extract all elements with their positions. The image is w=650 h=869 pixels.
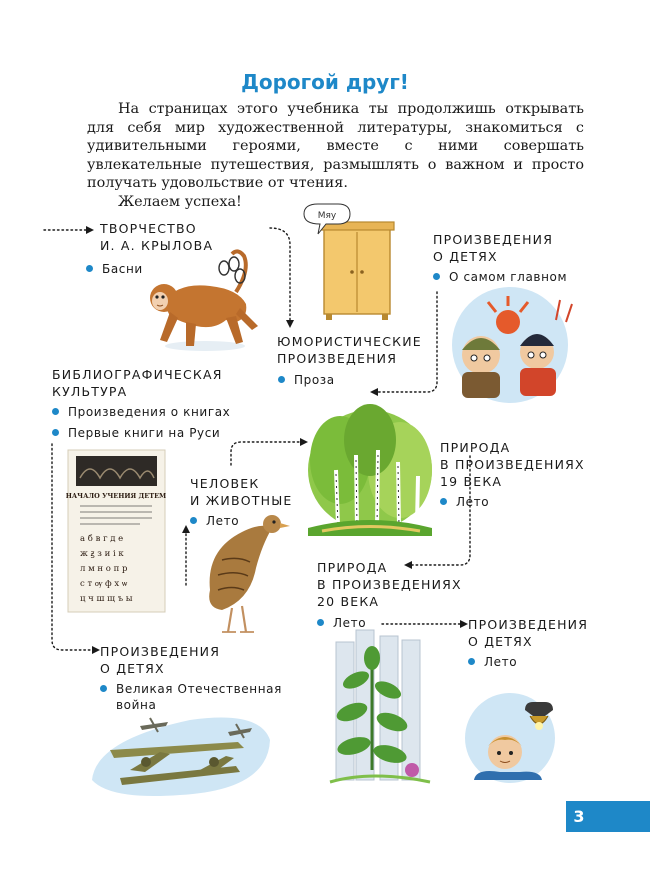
boy-lamp-illustration xyxy=(465,693,555,783)
bullet-icon xyxy=(440,498,447,505)
birch-trees-illustration xyxy=(308,404,432,536)
nettle-illustration xyxy=(330,630,430,782)
section-children-war-item-cont: война xyxy=(116,698,157,712)
section-nature20-item: Лето xyxy=(317,615,366,631)
section-animals-title-1: ЧЕЛОВЕК xyxy=(190,476,260,491)
section-nature19-title-2: В ПРОИЗВЕДЕНИЯХ xyxy=(440,457,585,472)
section-humor-title-2: ПРОИЗВЕДЕНИЯ xyxy=(277,351,398,366)
section-nature19-title-1: ПРИРОДА xyxy=(440,440,511,455)
section-children-summer-item: Лето xyxy=(468,654,517,670)
section-biblio-item-1: Произведения о книгах xyxy=(52,404,230,420)
bullet-icon xyxy=(52,408,59,415)
bullet-icon xyxy=(317,619,324,626)
section-biblio-item-2: Первые книги на Руси xyxy=(52,425,220,441)
page-number xyxy=(566,801,650,832)
bullet-icon xyxy=(100,685,107,692)
svg-text:ц ч ш щ ъ ы: ц ч ш щ ъ ы xyxy=(80,594,133,604)
section-nature19-item: Лето xyxy=(440,494,489,510)
monkey-illustration xyxy=(150,251,258,351)
bullet-icon xyxy=(468,658,475,665)
section-krylov-title-1: ТВОРЧЕСТВО xyxy=(100,221,197,236)
section-children-main-title-1: ПРОИЗВЕДЕНИЯ xyxy=(433,232,554,247)
section-humor xyxy=(277,333,422,367)
section-children-war-title-2: О ДЕТЯХ xyxy=(100,661,165,676)
section-nature19 xyxy=(440,439,585,490)
section-nature19-title-3: 19 ВЕКА xyxy=(440,474,503,489)
section-nature20 xyxy=(317,559,462,610)
bullet-icon xyxy=(86,265,93,272)
page-title: Дорогой друг! xyxy=(241,70,409,94)
section-nature20-title-2: В ПРОИЗВЕДЕНИЯХ xyxy=(317,577,462,592)
section-krylov-title-2: И. А. КРЫЛОВА xyxy=(100,238,214,253)
section-children-war-item: Великая Отечественная xyxy=(100,681,282,697)
page-number-label: 3 xyxy=(573,807,585,826)
bird-illustration xyxy=(209,515,290,632)
section-nature20-title-1: ПРИРОДА xyxy=(317,560,388,575)
airplanes-illustration xyxy=(92,718,270,797)
svg-text:л м н о п р: л м н о п р xyxy=(80,564,128,574)
section-children-war xyxy=(100,643,220,677)
section-animals-item: Лето xyxy=(190,513,239,529)
section-krylov-item: Басни xyxy=(86,261,143,277)
section-nature20-title-3: 20 ВЕКА xyxy=(317,594,380,609)
bullet-icon xyxy=(190,517,197,524)
section-biblio-title-2: КУЛЬТУРА xyxy=(52,384,128,399)
svg-text:с т ѹ ф х ѡ: с т ѹ ф х ѡ xyxy=(80,579,128,589)
section-children-main xyxy=(433,231,553,265)
speech-bubble-text: Мяу xyxy=(317,211,337,221)
section-animals-title-2: И ЖИВОТНЫЕ xyxy=(190,493,293,508)
intro-wish: Желаем успеха! xyxy=(118,193,242,210)
section-children-main-item: О самом главном xyxy=(433,269,567,285)
svg-text:а б в г д е: а б в г д е xyxy=(80,534,124,544)
bullet-icon xyxy=(52,429,59,436)
section-children-main-title-2: О ДЕТЯХ xyxy=(433,249,498,264)
section-children-war-title-1: ПРОИЗВЕДЕНИЯ xyxy=(100,644,221,659)
intro-paragraph: На страницах этого учебника ты продолжишь открывать для себя мир художественной литературы, знакомиться с удивительными героями, вместе с ними совершать увлекательные путешествия, размышлять о важном и просто получать удовольствие от чтения. xyxy=(87,101,584,191)
section-biblio xyxy=(52,366,223,400)
alphabet-illustration xyxy=(66,450,167,612)
section-humor-item: Проза xyxy=(278,372,335,388)
section-biblio-title-1: БИБЛИОГРАФИЧЕСКАЯ xyxy=(52,367,223,382)
section-children-summer-title-2: О ДЕТЯХ xyxy=(468,634,533,649)
bullet-icon xyxy=(278,376,285,383)
bullet-icon xyxy=(433,273,440,280)
section-krylov xyxy=(100,220,213,254)
wardrobe-illustration xyxy=(304,204,394,320)
alphabet-heading: НАЧАЛО УЧЕНИЯ ДЕТЕМ xyxy=(65,492,167,500)
svg-text:ж ꙃ з и і к: ж ꙃ з и і к xyxy=(80,549,124,559)
section-children-summer-title-1: ПРОИЗВЕДЕНИЯ xyxy=(468,617,589,632)
section-humor-title-1: ЮМОРИСТИЧЕСКИЕ xyxy=(277,334,422,349)
section-animals xyxy=(190,475,293,509)
children-snow-illustration xyxy=(452,287,572,403)
section-children-summer xyxy=(468,616,588,650)
